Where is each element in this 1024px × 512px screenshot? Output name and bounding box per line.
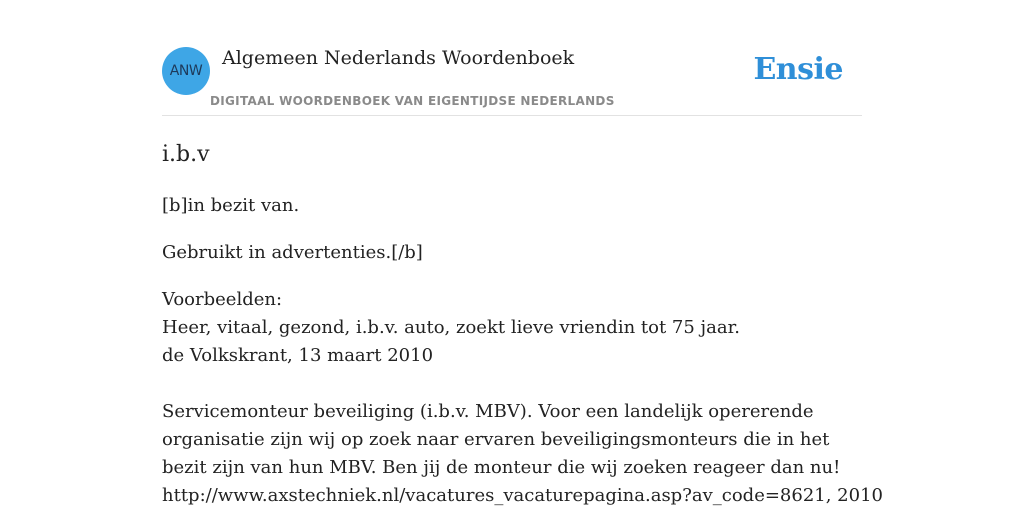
- example-source: http://www.axstechniek.nl/vacatures_vacaturepagina.asp?av_code=8621, 2010: [162, 485, 883, 506]
- examples-heading: Voorbeelden:: [162, 289, 283, 310]
- entry-definition: [b]in bezit van.: [162, 195, 300, 216]
- example-source: de Volkskrant, 13 maart 2010: [162, 345, 434, 366]
- example-text: Servicemonteur beveiliging (i.b.v. MBV). Voor een landelijk opererende organisatie zijn wij op zoek naar ervaren beveiligingsmonteurs die in het bezit zijn van hun MBV. Ben jij de monteur die wij zoeken reageer dan nu!: [162, 401, 841, 478]
- examples-block: [162, 286, 862, 370]
- example-block: [162, 398, 883, 510]
- site-header: [162, 44, 862, 116]
- site-subtitle: DIGITAAL WOORDENBOEK VAN EIGENTIJDSE NEDERLANDS: [210, 94, 615, 108]
- entry-term: i.b.v: [162, 142, 210, 167]
- site-title[interactable]: Algemeen Nederlands Woordenboek: [222, 47, 575, 69]
- anw-logo[interactable]: ANW: [162, 47, 210, 95]
- ensie-brand-logo[interactable]: Ensie: [753, 52, 843, 87]
- entry-content: [162, 140, 883, 512]
- example-text: Heer, vitaal, gezond, i.b.v. auto, zoekt lieve vriendin tot 75 jaar.: [162, 317, 740, 338]
- entry-usage: Gebruikt in advertenties.[/b]: [162, 242, 423, 263]
